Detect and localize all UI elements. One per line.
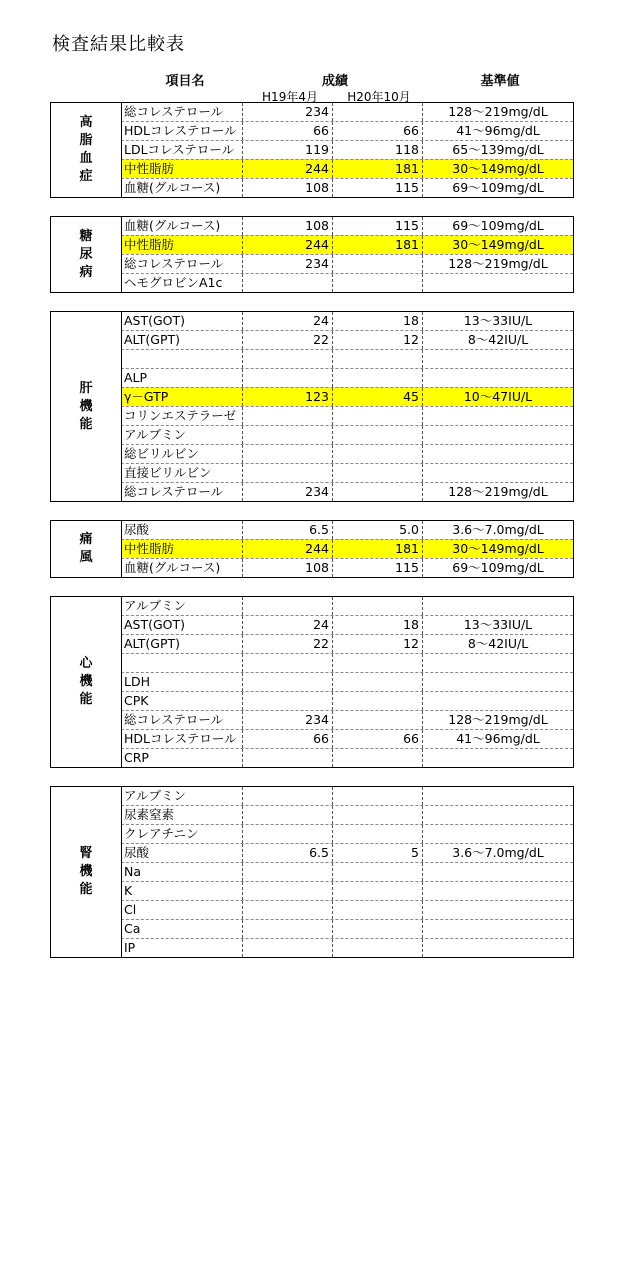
table-row (51, 444, 573, 463)
value-h20-cell: 12 (333, 331, 423, 349)
table-row (51, 881, 573, 900)
category-label: 肝機能 (79, 380, 93, 432)
value-h20-cell (333, 255, 423, 273)
item-name-cell: 総ビリルビン (122, 445, 243, 463)
reference-range-cell: 13～33IU/L (463, 313, 533, 328)
item-name-cell: 直接ビリルビン (122, 464, 243, 482)
category-label: 高脂血症 (79, 115, 93, 184)
value-h19-cell: 22 (243, 331, 333, 349)
item-name-cell: クレアチニン (122, 825, 243, 843)
item-name-cell: LDLコレステロール (122, 141, 243, 159)
value-h19-cell (243, 445, 333, 463)
reference-range-cell (423, 369, 573, 387)
item-name-cell: γ－GTP (122, 388, 243, 406)
table-row (51, 349, 573, 368)
value-h20-cell (333, 787, 423, 805)
reference-range-cell: 128～219mg/dL (448, 712, 548, 727)
item-name-cell: 血糖(グルコース) (122, 217, 243, 235)
table-row (51, 463, 573, 482)
header-result: 成績 (321, 74, 348, 89)
value-h20-cell (333, 692, 423, 710)
table-row (51, 178, 573, 197)
reference-range-cell: 128～219mg/dL (448, 104, 548, 119)
value-h20-cell (333, 350, 423, 368)
value-h20-cell: 18 (333, 312, 423, 330)
item-name-cell: 尿素窒素 (122, 806, 243, 824)
value-h20-cell (333, 407, 423, 425)
table-row (51, 672, 573, 691)
value-h19-cell: 244 (243, 540, 333, 558)
value-h20-cell (333, 920, 423, 938)
result-group (50, 216, 574, 293)
item-name-cell: 血糖(グルコース) (122, 559, 243, 577)
value-h19-cell: 244 (243, 160, 333, 178)
header-item: 項目名 (165, 74, 205, 89)
item-name-cell: ヘモグロビンA1c (122, 274, 243, 292)
result-group (50, 520, 574, 578)
table-row (51, 824, 573, 843)
table-row (51, 843, 573, 862)
table-row (51, 729, 573, 748)
table-row (51, 862, 573, 881)
value-h20-cell (333, 445, 423, 463)
result-groups (50, 102, 574, 976)
table-row (51, 900, 573, 919)
table-row (51, 482, 573, 501)
value-h19-cell (243, 597, 333, 615)
value-h20-cell (333, 673, 423, 691)
value-h19-cell (243, 806, 333, 824)
table-row (51, 521, 573, 539)
value-h20-cell: 66 (333, 730, 423, 748)
table-row (51, 805, 573, 824)
table-row (51, 121, 573, 140)
item-name-cell: アルブミン (122, 426, 243, 444)
value-h19-cell (243, 882, 333, 900)
reference-range-cell (423, 863, 573, 881)
value-h20-cell: 181 (333, 236, 423, 254)
category-label: 糖尿病 (79, 228, 93, 280)
value-h19-cell: 234 (243, 483, 333, 501)
value-h20-cell (333, 806, 423, 824)
table-row (51, 710, 573, 729)
category-label: 腎機能 (79, 846, 93, 897)
result-group (50, 102, 574, 198)
value-h19-cell (243, 692, 333, 710)
value-h19-cell (243, 787, 333, 805)
reference-range-cell (423, 445, 573, 463)
reference-range-cell: 8～42IU/L (467, 636, 529, 651)
table-row (51, 653, 573, 672)
reference-range-cell (423, 939, 573, 957)
value-h19-cell: 244 (243, 236, 333, 254)
value-h19-cell (243, 464, 333, 482)
item-name-cell: ALT(GPT) (122, 635, 243, 653)
table-row (51, 387, 573, 406)
table-row (51, 312, 573, 330)
result-group (50, 311, 574, 502)
reference-range-cell: 8～42IU/L (467, 332, 529, 347)
reference-range-cell (423, 274, 573, 292)
reference-range-cell (423, 749, 573, 767)
item-name-cell: 血糖(グルコース) (122, 179, 243, 197)
value-h19-cell: 119 (243, 141, 333, 159)
item-name-cell: 中性脂肪 (122, 160, 243, 178)
value-h19-cell: 108 (243, 217, 333, 235)
item-name-cell: 中性脂肪 (122, 540, 243, 558)
value-h19-cell (243, 407, 333, 425)
table-row (51, 254, 573, 273)
category-cell (51, 787, 122, 957)
table-row (51, 103, 573, 121)
table-row (51, 425, 573, 444)
value-h19-cell: 108 (243, 179, 333, 197)
item-name-cell (122, 350, 243, 368)
item-name-cell: 中性脂肪 (122, 236, 243, 254)
table-row (51, 634, 573, 653)
result-group (50, 786, 574, 958)
table-row (51, 919, 573, 938)
reference-range-cell: 3.6～7.0mg/dL (452, 522, 544, 537)
item-name-cell: CRP (122, 749, 243, 767)
item-name-cell: コリンエステラーゼ (122, 407, 243, 425)
category-cell (51, 217, 122, 292)
table-row (51, 406, 573, 425)
value-h19-cell: 24 (243, 312, 333, 330)
item-name-cell: HDLコレステロール (122, 730, 243, 748)
value-h20-cell (333, 749, 423, 767)
reference-range-cell (423, 654, 573, 672)
value-h19-cell (243, 350, 333, 368)
item-name-cell: 尿酸 (122, 521, 243, 539)
reference-range-cell (423, 464, 573, 482)
item-name-cell: IP (122, 939, 243, 957)
reference-range-cell: 3.6～7.0mg/dL (452, 845, 544, 860)
value-h20-cell (333, 901, 423, 919)
value-h19-cell: 6.5 (243, 844, 333, 862)
value-h20-cell (333, 103, 423, 121)
value-h19-cell (243, 673, 333, 691)
reference-range-cell: 128～219mg/dL (448, 484, 548, 499)
item-name-cell: 総コレステロール (122, 255, 243, 273)
value-h20-cell (333, 825, 423, 843)
item-name-cell: K (122, 882, 243, 900)
table-row (51, 615, 573, 634)
value-h19-cell: 234 (243, 103, 333, 121)
value-h20-cell: 5 (333, 844, 423, 862)
table-row (51, 140, 573, 159)
table-row (51, 558, 573, 577)
category-label: 心機能 (79, 656, 93, 707)
value-h19-cell (243, 274, 333, 292)
value-h20-cell: 181 (333, 160, 423, 178)
reference-range-cell (423, 692, 573, 710)
value-h20-cell (333, 939, 423, 957)
value-h20-cell (333, 597, 423, 615)
item-name-cell: アルブミン (122, 787, 243, 805)
reference-range-cell (423, 407, 573, 425)
value-h20-cell (333, 426, 423, 444)
value-h20-cell: 5.0 (333, 521, 423, 539)
item-name-cell: CPK (122, 692, 243, 710)
header-date2: H20年10月 (347, 90, 411, 104)
value-h20-cell: 12 (333, 635, 423, 653)
page-title: 検査結果比較表 (52, 34, 185, 55)
table-row (51, 159, 573, 178)
table-row (51, 787, 573, 805)
value-h20-cell: 115 (333, 179, 423, 197)
reference-range-cell: 69～109mg/dL (452, 218, 544, 233)
item-name-cell: アルブミン (122, 597, 243, 615)
item-name-cell: 総コレステロール (122, 103, 243, 121)
value-h20-cell (333, 464, 423, 482)
item-name-cell: LDH (122, 673, 243, 691)
reference-range-cell: 13～33IU/L (463, 617, 533, 632)
category-cell (51, 103, 122, 197)
value-h20-cell: 118 (333, 141, 423, 159)
value-h19-cell: 123 (243, 388, 333, 406)
item-name-cell: 総コレステロール (122, 711, 243, 729)
value-h20-cell (333, 654, 423, 672)
item-name-cell: Cl (122, 901, 243, 919)
reference-range-cell (423, 901, 573, 919)
reference-range-cell: 30～149mg/dL (452, 237, 544, 252)
reference-range-cell (423, 882, 573, 900)
value-h20-cell (333, 882, 423, 900)
table-row (51, 938, 573, 957)
item-name-cell: 総コレステロール (122, 483, 243, 501)
value-h20-cell: 18 (333, 616, 423, 634)
item-name-cell: Na (122, 863, 243, 881)
value-h19-cell (243, 939, 333, 957)
value-h20-cell (333, 274, 423, 292)
header-reference: 基準値 (480, 74, 520, 89)
value-h19-cell (243, 369, 333, 387)
item-name-cell: HDLコレステロール (122, 122, 243, 140)
table-row (51, 368, 573, 387)
category-cell (51, 597, 122, 767)
value-h19-cell: 22 (243, 635, 333, 653)
reference-range-cell (423, 350, 573, 368)
table-row (51, 330, 573, 349)
table-row (51, 539, 573, 558)
value-h20-cell (333, 711, 423, 729)
value-h19-cell: 6.5 (243, 521, 333, 539)
reference-range-cell: 41～96mg/dL (456, 123, 540, 138)
item-name-cell (122, 654, 243, 672)
value-h19-cell: 66 (243, 122, 333, 140)
header-date1: H19年4月 (262, 90, 318, 104)
value-h20-cell (333, 863, 423, 881)
reference-range-cell: 69～109mg/dL (452, 180, 544, 195)
category-label: 痛風 (79, 532, 93, 565)
table-row (51, 597, 573, 615)
result-group (50, 596, 574, 768)
item-name-cell: AST(GOT) (122, 312, 243, 330)
reference-range-cell: 10～47IU/L (463, 389, 533, 404)
reference-range-cell (423, 597, 573, 615)
reference-range-cell (423, 673, 573, 691)
item-name-cell: AST(GOT) (122, 616, 243, 634)
reference-range-cell: 69～109mg/dL (452, 560, 544, 575)
item-name-cell: ALT(GPT) (122, 331, 243, 349)
value-h19-cell (243, 749, 333, 767)
reference-range-cell (423, 787, 573, 805)
reference-range-cell: 30～149mg/dL (452, 161, 544, 176)
value-h20-cell (333, 483, 423, 501)
value-h20-cell (333, 369, 423, 387)
table-row (51, 235, 573, 254)
reference-range-cell: 30～149mg/dL (452, 541, 544, 556)
value-h19-cell (243, 825, 333, 843)
reference-range-cell (423, 825, 573, 843)
value-h19-cell (243, 901, 333, 919)
value-h20-cell: 115 (333, 559, 423, 577)
category-cell (51, 312, 122, 501)
value-h19-cell: 234 (243, 255, 333, 273)
item-name-cell: ALP (122, 369, 243, 387)
value-h19-cell (243, 863, 333, 881)
value-h19-cell (243, 920, 333, 938)
value-h20-cell: 66 (333, 122, 423, 140)
table-row (51, 691, 573, 710)
value-h19-cell (243, 654, 333, 672)
value-h19-cell: 24 (243, 616, 333, 634)
reference-range-cell (423, 920, 573, 938)
item-name-cell: Ca (122, 920, 243, 938)
reference-range-cell: 65～139mg/dL (452, 142, 544, 157)
value-h19-cell: 234 (243, 711, 333, 729)
table-row (51, 217, 573, 235)
value-h20-cell: 115 (333, 217, 423, 235)
value-h20-cell: 45 (333, 388, 423, 406)
table-row (51, 748, 573, 767)
item-name-cell: 尿酸 (122, 844, 243, 862)
reference-range-cell: 41～96mg/dL (456, 731, 540, 746)
reference-range-cell: 128～219mg/dL (448, 256, 548, 271)
value-h19-cell (243, 426, 333, 444)
value-h19-cell: 66 (243, 730, 333, 748)
reference-range-cell (423, 806, 573, 824)
value-h19-cell: 108 (243, 559, 333, 577)
category-cell (51, 521, 122, 577)
table-row (51, 273, 573, 292)
reference-range-cell (423, 426, 573, 444)
value-h20-cell: 181 (333, 540, 423, 558)
